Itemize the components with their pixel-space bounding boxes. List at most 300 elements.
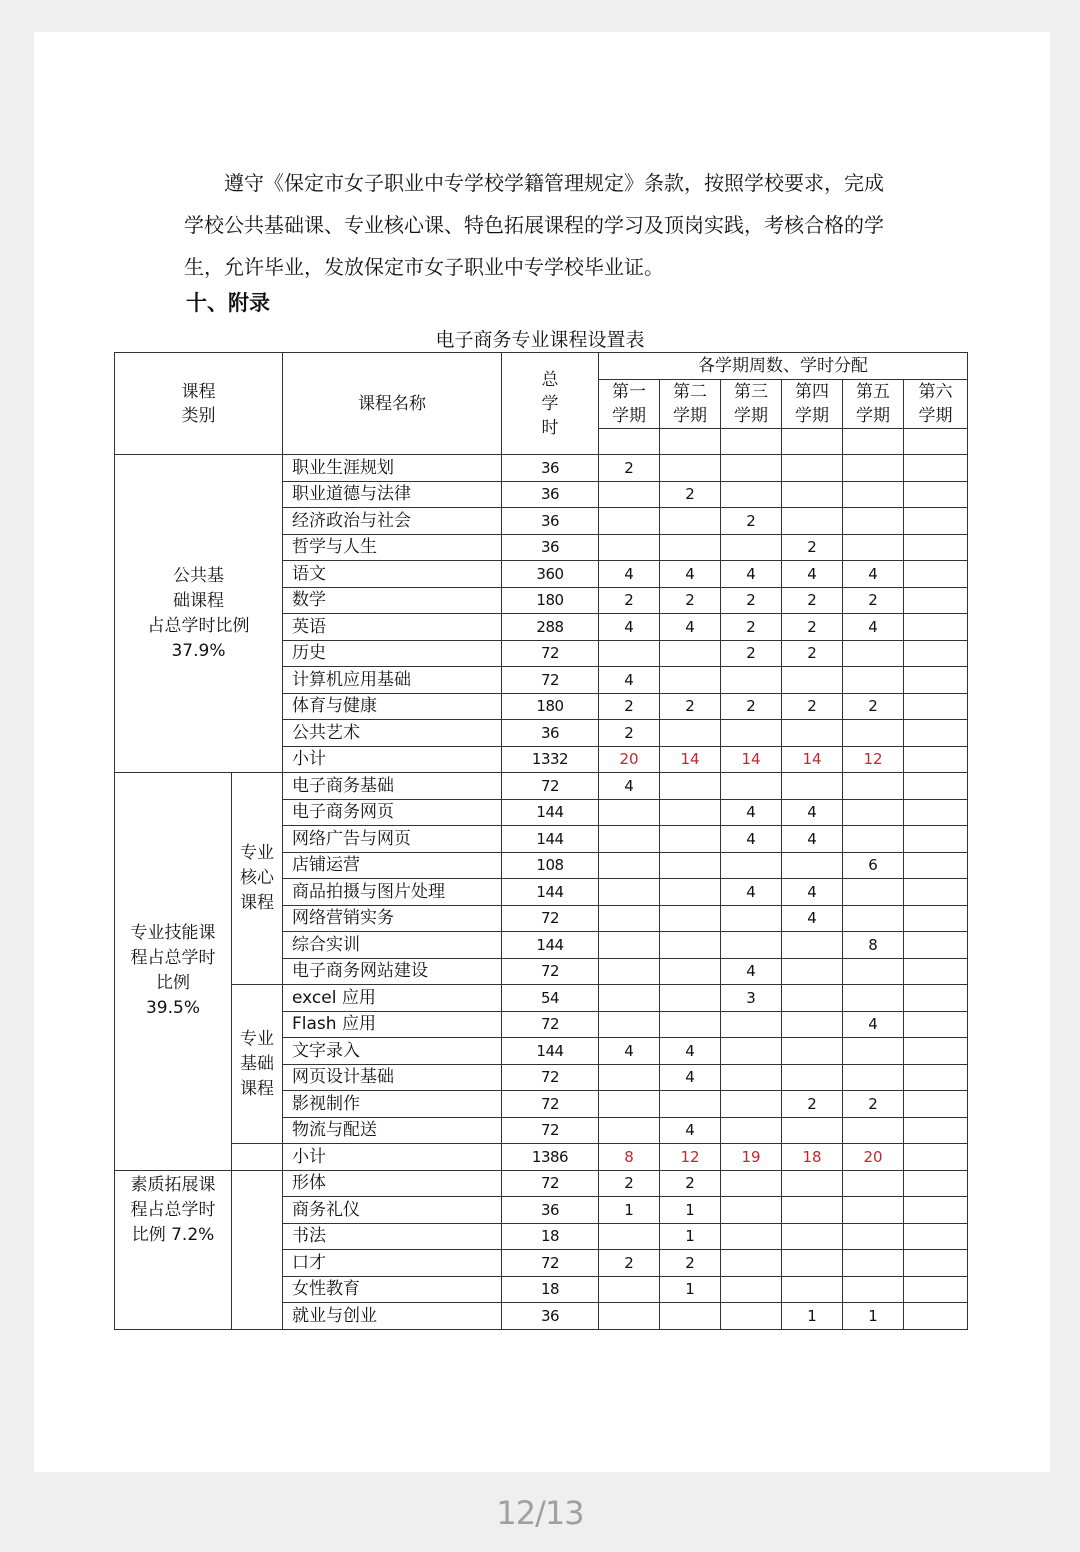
semester-hours-cell [599, 508, 660, 535]
semester-hours-cell: 4 [660, 614, 721, 641]
semester-hours-cell [904, 1038, 968, 1065]
semester-hours-cell: 2 [599, 1170, 660, 1197]
semester-hours-cell [721, 1250, 782, 1277]
semester-hours-cell [721, 773, 782, 800]
subcategory-blank-cell [232, 1170, 283, 1329]
semester-hours-cell: 19 [721, 1144, 782, 1171]
semester-hours-cell: 4 [782, 561, 843, 588]
semester-hours-cell: 4 [721, 826, 782, 853]
semester-hours-cell [721, 720, 782, 747]
semester-hours-cell [721, 1170, 782, 1197]
semester-hours-cell: 4 [599, 614, 660, 641]
semester-hours-cell: 4 [599, 1038, 660, 1065]
page-indicator: 12/13 [496, 1494, 584, 1532]
course-total-hours: 72 [502, 1250, 599, 1277]
semester-hours-cell [660, 799, 721, 826]
header-semester-line: 第六 [918, 381, 953, 402]
header-semester-line: 学期 [673, 405, 707, 426]
category-line: 比例 7.2% [131, 1224, 215, 1245]
semester-hours-cell [721, 1276, 782, 1303]
course-name: 书法 [283, 1223, 502, 1250]
semester-hours-cell: 2 [660, 1170, 721, 1197]
semester-hours-cell [660, 905, 721, 932]
course-total-hours: 108 [502, 852, 599, 879]
semester-hours-cell: 4 [843, 1011, 904, 1038]
subcategory-line: 基础 [240, 1053, 274, 1074]
course-total-hours: 72 [502, 1170, 599, 1197]
table-row [115, 773, 968, 800]
semester-hours-cell [660, 932, 721, 959]
header-semester-6 [904, 379, 968, 428]
semester-hours-cell [904, 1091, 968, 1118]
semester-hours-cell: 2 [843, 587, 904, 614]
semester-hours-cell [599, 852, 660, 879]
semester-hours-cell: 2 [843, 693, 904, 720]
semester-hours-cell [843, 773, 904, 800]
semester-hours-cell: 2 [599, 1250, 660, 1277]
subcategory-line: 专业 [240, 843, 274, 863]
semester-hours-cell: 8 [599, 1144, 660, 1171]
semester-hours-cell [660, 534, 721, 561]
semester-hours-cell: 14 [721, 746, 782, 773]
semester-hours-cell: 1 [660, 1223, 721, 1250]
semester-hours-cell [782, 508, 843, 535]
semester-hours-cell: 3 [721, 985, 782, 1012]
semester-hours-cell [599, 905, 660, 932]
semester-hours-cell: 2 [782, 614, 843, 641]
header-semester-line: 学期 [795, 405, 829, 426]
category-line: 础课程 [173, 590, 224, 611]
course-table [114, 352, 968, 1330]
semester-hours-cell: 2 [599, 693, 660, 720]
semester-hours-cell [782, 852, 843, 879]
course-name: 女性教育 [283, 1276, 502, 1303]
semester-hours-cell [843, 1117, 904, 1144]
header-semester-4 [782, 379, 843, 428]
semester-hours-cell [599, 1011, 660, 1038]
subcategory-line: 核心 [240, 868, 274, 888]
semester-hours-cell: 1 [660, 1276, 721, 1303]
course-total-hours: 18 [502, 1276, 599, 1303]
course-total-hours: 18 [502, 1223, 599, 1250]
subtotal-hours: 1386 [502, 1144, 599, 1171]
course-total-hours: 36 [502, 481, 599, 508]
header-semester-5 [843, 379, 904, 428]
semester-hours-cell [721, 1091, 782, 1118]
semester-hours-cell [904, 1223, 968, 1250]
semester-hours-cell: 2 [721, 693, 782, 720]
category-line: 专业技能课 [130, 923, 216, 944]
semester-hours-cell: 4 [721, 561, 782, 588]
semester-hours-cell: 1 [599, 1197, 660, 1224]
course-total-hours: 72 [502, 1011, 599, 1038]
course-total-hours: 180 [502, 693, 599, 720]
semester-hours-cell: 2 [599, 587, 660, 614]
semester-hours-cell [599, 985, 660, 1012]
course-name: 网络广告与网页 [283, 826, 502, 853]
course-name: 店铺运营 [283, 852, 502, 879]
semester-hours-cell: 4 [843, 561, 904, 588]
semester-hours-cell [843, 455, 904, 482]
course-name: Flash 应用 [283, 1011, 502, 1038]
table-row [115, 985, 968, 1012]
course-total-hours: 144 [502, 826, 599, 853]
course-name: 文字录入 [283, 1038, 502, 1065]
category-professional-skill [115, 773, 232, 1171]
semester-hours-cell [904, 667, 968, 694]
semester-hours-cell: 14 [782, 746, 843, 773]
semester-hours-cell [660, 1303, 721, 1330]
semester-hours-cell [843, 985, 904, 1012]
semester-hours-cell [599, 932, 660, 959]
semester-hours-cell [599, 481, 660, 508]
course-name: 网页设计基础 [283, 1064, 502, 1091]
course-name: 哲学与人生 [283, 534, 502, 561]
paragraph-line-1: 遵守《保定市女子职业中专学校学籍管理规定》条款，按照学校要求，完成 [224, 171, 884, 195]
subtotal-hours: 1332 [502, 746, 599, 773]
semester-hours-cell [782, 1170, 843, 1197]
course-total-hours: 144 [502, 1038, 599, 1065]
semester-hours-cell: 1 [660, 1197, 721, 1224]
semester-hours-cell [599, 1276, 660, 1303]
subtotal-label: 小计 [283, 1144, 502, 1171]
semester-hours-cell [599, 640, 660, 667]
semester-hours-cell [904, 1170, 968, 1197]
semester-hours-cell [904, 985, 968, 1012]
header-semester-line: 第二 [673, 381, 707, 402]
semester-hours-cell: 4 [843, 614, 904, 641]
semester-hours-cell [904, 1276, 968, 1303]
semester-hours-cell [599, 1303, 660, 1330]
semester-hours-cell [904, 905, 968, 932]
semester-hours-cell [721, 852, 782, 879]
subcategory-line: 课程 [240, 1078, 274, 1099]
semester-hours-cell [904, 1303, 968, 1330]
semester-hours-cell: 2 [721, 614, 782, 641]
semester-hours-cell [599, 799, 660, 826]
semester-hours-cell: 2 [599, 720, 660, 747]
subcategory-core [232, 773, 283, 985]
course-total-hours: 144 [502, 932, 599, 959]
course-name: 计算机应用基础 [283, 667, 502, 694]
semester-hours-cell [782, 1064, 843, 1091]
header-blank-cell [599, 428, 660, 455]
semester-hours-cell [660, 879, 721, 906]
course-name: 形体 [283, 1170, 502, 1197]
subcategory-basic [232, 985, 283, 1144]
semester-hours-cell [843, 958, 904, 985]
course-total-hours: 72 [502, 667, 599, 694]
header-blank-cell [904, 428, 968, 455]
semester-hours-cell [782, 985, 843, 1012]
header-blank-cell [782, 428, 843, 455]
course-name: 物流与配送 [283, 1117, 502, 1144]
semester-hours-cell [721, 1117, 782, 1144]
semester-hours-cell [782, 1038, 843, 1065]
semester-hours-cell [660, 508, 721, 535]
semester-hours-cell [721, 1223, 782, 1250]
semester-hours-cell [660, 958, 721, 985]
header-distribution: 各学期周数、学时分配 [599, 353, 968, 380]
category-percent: 39.5% [145, 998, 200, 1019]
semester-hours-cell [599, 879, 660, 906]
semester-hours-cell [721, 481, 782, 508]
semester-hours-cell [904, 1011, 968, 1038]
semester-hours-cell: 4 [782, 879, 843, 906]
semester-hours-cell [721, 534, 782, 561]
semester-hours-cell: 20 [843, 1144, 904, 1171]
semester-hours-cell [843, 534, 904, 561]
category-line: 公共基 [173, 565, 224, 586]
header-blank-cell [660, 428, 721, 455]
semester-hours-cell [782, 958, 843, 985]
semester-hours-cell [904, 852, 968, 879]
semester-hours-cell: 4 [660, 1064, 721, 1091]
category-percent: 37.9% [171, 640, 226, 661]
semester-hours-cell: 4 [660, 561, 721, 588]
category-line: 比例 [156, 973, 190, 994]
semester-hours-cell [721, 1303, 782, 1330]
header-semester-line: 学期 [918, 405, 953, 426]
semester-hours-cell [843, 826, 904, 853]
semester-hours-cell [904, 481, 968, 508]
semester-hours-cell [721, 1011, 782, 1038]
table-row [115, 455, 968, 482]
header-category-line: 类别 [181, 405, 216, 426]
header-semester-line: 第五 [856, 381, 890, 402]
semester-hours-cell [904, 958, 968, 985]
course-name: 语文 [283, 561, 502, 588]
semester-hours-cell [904, 508, 968, 535]
course-name: 职业生涯规划 [283, 455, 502, 482]
semester-hours-cell [843, 799, 904, 826]
semester-hours-cell: 2 [843, 1091, 904, 1118]
semester-hours-cell [660, 1011, 721, 1038]
course-total-hours: 288 [502, 614, 599, 641]
course-name: excel 应用 [283, 985, 502, 1012]
subcategory-line: 专业 [240, 1028, 274, 1049]
semester-hours-cell [782, 1117, 843, 1144]
course-name: 数学 [283, 587, 502, 614]
semester-hours-cell [904, 826, 968, 853]
semester-hours-cell [599, 826, 660, 853]
semester-hours-cell: 2 [782, 534, 843, 561]
semester-hours-cell: 4 [599, 667, 660, 694]
section-heading: 十、附录 [186, 291, 270, 315]
header-semester-line: 第四 [795, 381, 829, 402]
course-name: 综合实训 [283, 932, 502, 959]
semester-hours-cell [843, 1197, 904, 1224]
course-total-hours: 144 [502, 799, 599, 826]
semester-hours-cell [843, 640, 904, 667]
semester-hours-cell: 12 [660, 1144, 721, 1171]
header-semester-line: 第三 [734, 381, 768, 402]
header-total-hours [502, 353, 599, 455]
semester-hours-cell: 4 [660, 1038, 721, 1065]
semester-hours-cell: 2 [782, 1091, 843, 1118]
category-line: 占总学时比例 [147, 615, 250, 636]
header-course-name: 课程名称 [283, 353, 502, 455]
semester-hours-cell: 18 [782, 1144, 843, 1171]
semester-hours-cell [660, 640, 721, 667]
course-total-hours: 360 [502, 561, 599, 588]
semester-hours-cell: 4 [782, 905, 843, 932]
header-semester-2 [660, 379, 721, 428]
semester-hours-cell [904, 1064, 968, 1091]
semester-hours-cell [843, 1064, 904, 1091]
course-total-hours: 36 [502, 534, 599, 561]
course-name: 体育与健康 [283, 693, 502, 720]
course-total-hours: 36 [502, 455, 599, 482]
semester-hours-cell [904, 1144, 968, 1171]
semester-hours-cell [660, 826, 721, 853]
table-title: 电子商务专业课程设置表 [435, 329, 645, 351]
semester-hours-cell: 2 [721, 587, 782, 614]
semester-hours-cell [904, 720, 968, 747]
course-total-hours: 72 [502, 1064, 599, 1091]
semester-hours-cell [721, 905, 782, 932]
course-total-hours: 72 [502, 958, 599, 985]
semester-hours-cell [782, 481, 843, 508]
semester-hours-cell: 2 [721, 508, 782, 535]
semester-hours-cell [782, 773, 843, 800]
course-name: 网络营销实务 [283, 905, 502, 932]
course-total-hours: 36 [502, 720, 599, 747]
semester-hours-cell [843, 481, 904, 508]
semester-hours-cell [660, 852, 721, 879]
semester-hours-cell [904, 1197, 968, 1224]
semester-hours-cell [782, 1197, 843, 1224]
course-name: 经济政治与社会 [283, 508, 502, 535]
semester-hours-cell [843, 1223, 904, 1250]
semester-hours-cell [904, 1117, 968, 1144]
semester-hours-cell [843, 667, 904, 694]
semester-hours-cell [904, 746, 968, 773]
subtotal-row [115, 1144, 968, 1171]
semester-hours-cell: 2 [782, 587, 843, 614]
semester-hours-cell: 4 [599, 773, 660, 800]
header-semester-line: 学期 [612, 405, 646, 426]
semester-hours-cell [721, 667, 782, 694]
semester-hours-cell [904, 640, 968, 667]
semester-hours-cell [843, 879, 904, 906]
category-line: 程占总学时 [130, 948, 216, 969]
course-total-hours: 36 [502, 1303, 599, 1330]
semester-hours-cell: 2 [660, 481, 721, 508]
semester-hours-cell [843, 1250, 904, 1277]
course-total-hours: 36 [502, 1197, 599, 1224]
semester-hours-cell [904, 561, 968, 588]
semester-hours-cell [782, 667, 843, 694]
header-category [115, 353, 283, 455]
semester-hours-cell [843, 508, 904, 535]
header-blank-cell [843, 428, 904, 455]
semester-hours-cell [843, 1276, 904, 1303]
category-line: 程占总学时 [130, 1199, 216, 1220]
document-page [34, 32, 1050, 1472]
semester-hours-cell [904, 534, 968, 561]
semester-hours-cell [599, 534, 660, 561]
course-total-hours: 72 [502, 773, 599, 800]
semester-hours-cell: 2 [782, 693, 843, 720]
header-semester-line: 第一 [612, 381, 646, 402]
semester-hours-cell [782, 932, 843, 959]
semester-hours-cell [904, 879, 968, 906]
course-total-hours: 72 [502, 1091, 599, 1118]
header-blank-cell [721, 428, 782, 455]
semester-hours-cell [599, 1223, 660, 1250]
course-name: 历史 [283, 640, 502, 667]
course-name: 就业与创业 [283, 1303, 502, 1330]
semester-hours-cell [660, 985, 721, 1012]
semester-hours-cell [904, 799, 968, 826]
semester-hours-cell: 4 [599, 561, 660, 588]
course-name: 口才 [283, 1250, 502, 1277]
course-name: 职业道德与法律 [283, 481, 502, 508]
semester-hours-cell: 2 [599, 455, 660, 482]
header-semester-3 [721, 379, 782, 428]
header-total-line: 时 [541, 417, 559, 438]
header-total-line: 总 [541, 369, 559, 390]
subcategory-line: 课程 [240, 893, 274, 913]
semester-hours-cell: 2 [660, 693, 721, 720]
semester-hours-cell: 4 [721, 879, 782, 906]
course-total-hours: 72 [502, 1117, 599, 1144]
semester-hours-cell: 12 [843, 746, 904, 773]
semester-hours-cell: 4 [721, 958, 782, 985]
semester-hours-cell [843, 1038, 904, 1065]
semester-hours-cell: 2 [660, 587, 721, 614]
course-name: 商务礼仪 [283, 1197, 502, 1224]
semester-hours-cell: 6 [843, 852, 904, 879]
semester-hours-cell [721, 1038, 782, 1065]
course-name: 商品拍摄与图片处理 [283, 879, 502, 906]
course-total-hours: 144 [502, 879, 599, 906]
paragraph-line-2: 学校公共基础课、专业核心课、特色拓展课程的学习及顶岗实践，考核合格的学 [184, 213, 884, 237]
course-name: 电子商务网页 [283, 799, 502, 826]
semester-hours-cell [904, 693, 968, 720]
course-name: 电子商务基础 [283, 773, 502, 800]
course-total-hours: 72 [502, 640, 599, 667]
semester-hours-cell [843, 720, 904, 747]
semester-hours-cell [660, 720, 721, 747]
semester-hours-cell [721, 932, 782, 959]
semester-hours-cell [843, 1170, 904, 1197]
semester-hours-cell [721, 455, 782, 482]
course-total-hours: 54 [502, 985, 599, 1012]
semester-hours-cell [721, 1064, 782, 1091]
semester-hours-cell: 4 [782, 826, 843, 853]
semester-hours-cell [660, 667, 721, 694]
category-line: 素质拓展课 [130, 1174, 216, 1195]
semester-hours-cell: 14 [660, 746, 721, 773]
semester-hours-cell [599, 1064, 660, 1091]
semester-hours-cell: 20 [599, 746, 660, 773]
semester-hours-cell: 4 [660, 1117, 721, 1144]
semester-hours-cell [904, 587, 968, 614]
semester-hours-cell: 2 [721, 640, 782, 667]
semester-hours-cell: 8 [843, 932, 904, 959]
semester-hours-cell [904, 614, 968, 641]
semester-hours-cell: 4 [782, 799, 843, 826]
semester-hours-cell [782, 1011, 843, 1038]
semester-hours-cell [660, 773, 721, 800]
semester-hours-cell [782, 720, 843, 747]
semester-hours-cell [660, 1091, 721, 1118]
semester-hours-cell [660, 455, 721, 482]
header-semester-line: 学期 [856, 405, 890, 426]
header-category-line: 课程 [181, 381, 216, 402]
